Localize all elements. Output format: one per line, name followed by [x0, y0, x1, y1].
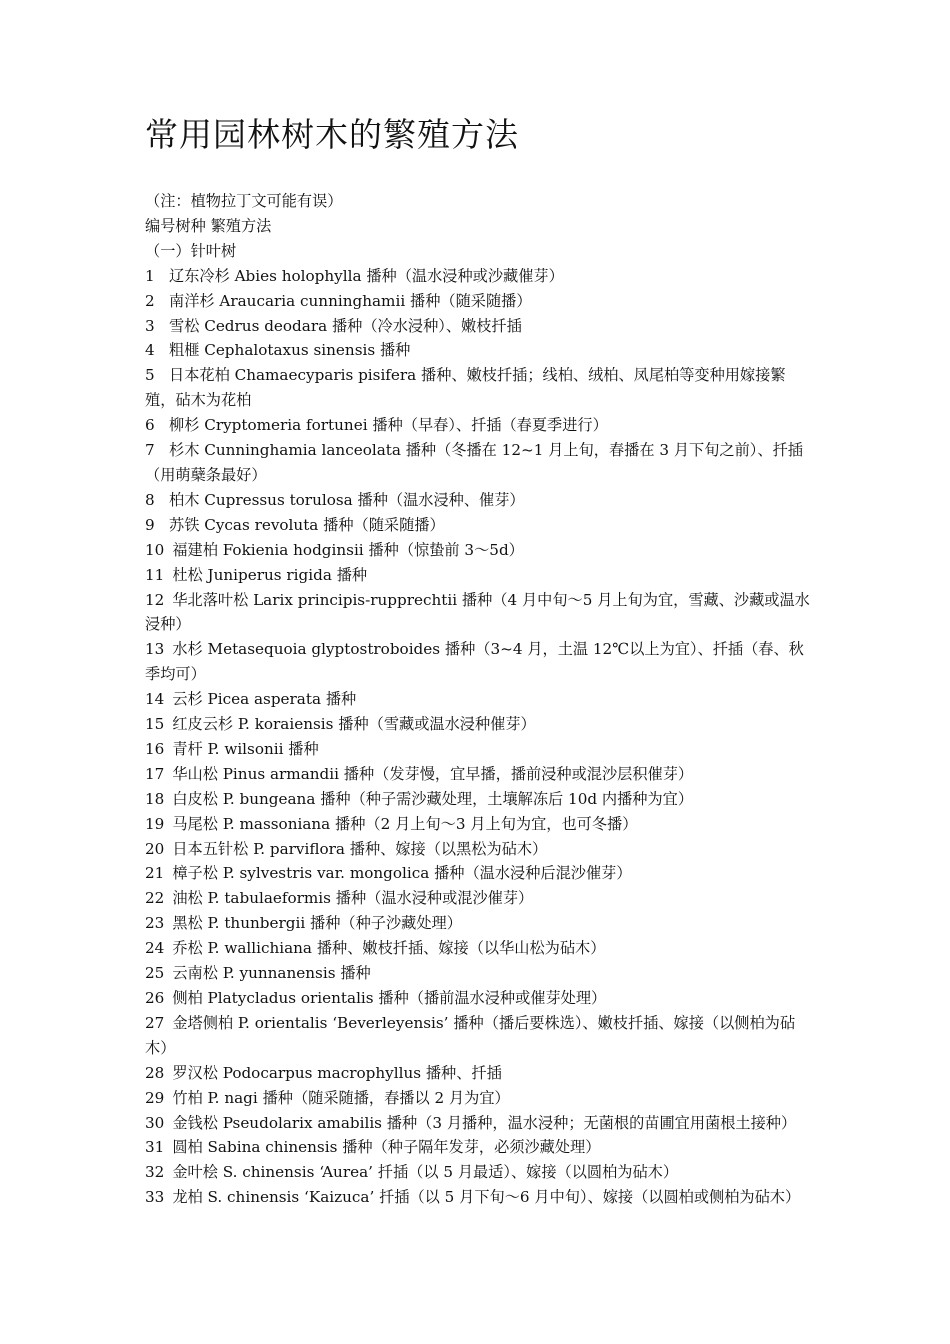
list-item: [145, 737, 813, 762]
entry-number: 21: [145, 864, 165, 883]
entry-text: 粗榧 Cephalotaxus sinensis 播种: [169, 341, 411, 360]
list-item: [145, 1061, 813, 1086]
list-item: [145, 812, 813, 837]
entry-text: 龙柏 S. chinensis ‘Kaizuca’ 扦插（以 5 月下旬～6 月中旬）、嫁接（以圆柏或侧柏为砧木）: [172, 1188, 801, 1207]
entry-number: 8: [145, 490, 155, 509]
entry-number: 9: [145, 515, 155, 534]
entry-number: 18: [145, 789, 165, 808]
entry-text: 南洋杉 Araucaria cunninghamii 播种（随采随播）: [169, 291, 532, 310]
list-item: [145, 363, 813, 413]
entry-number: 10: [145, 540, 165, 559]
list-item: [145, 563, 813, 588]
entry-text: 福建柏 Fokienia hodginsii 播种（惊蛰前 3～5d）: [172, 540, 524, 559]
entry-number: 24: [145, 939, 165, 958]
entry-text: 金塔侧柏 P. orientalis ‘Beverleyensis’ 播种（播后要株选）、嫩枝扦插、嫁接（以侧柏为砧木）: [145, 1013, 796, 1057]
entry-text: 云南松 P. yunnanensis 播种: [172, 964, 371, 983]
entry-text: 华山松 Pinus armandii 播种（发芽慢，宜早播，播前浸种或混沙层积催芽）: [172, 764, 694, 783]
page-title: 常用园林树木的繁殖方法: [145, 115, 519, 154]
entry-number: 3: [145, 316, 155, 335]
list-item: [145, 637, 813, 687]
entry-text: 樟子松 P. sylvestris var. mongolica 播种（温水浸种后混沙催芽）: [172, 864, 632, 883]
list-item: [145, 588, 813, 638]
entry-text: 罗汉松 Podocarpus macrophyllus 播种、扦插: [172, 1063, 502, 1082]
entry-number: 14: [145, 690, 165, 709]
list-item: [145, 264, 813, 289]
list-item: [145, 513, 813, 538]
column-header-line: 编号树种 繁殖方法: [145, 216, 272, 235]
entry-text: 黑松 P. thunbergii 播种（种子沙藏处理）: [172, 914, 462, 933]
list-item: [145, 1135, 813, 1160]
entry-text: 雪松 Cedrus deodara 播种（冷水浸种）、嫩枝扦插: [169, 316, 522, 335]
entry-number: 7: [145, 441, 155, 460]
list-item: [145, 1111, 813, 1136]
list-item: [145, 413, 813, 438]
entry-text: 油松 P. tabulaeformis 播种（温水浸种或混沙催芽）: [172, 889, 534, 908]
entry-number: 29: [145, 1088, 165, 1107]
list-item: [145, 538, 813, 563]
entry-number: 31: [145, 1138, 165, 1157]
entry-number: 22: [145, 889, 165, 908]
entry-text: 金钱松 Pseudolarix amabilis 播种（3 月播种，温水浸种；无菌根的苗圃宜用菌根土接种）: [172, 1113, 797, 1132]
entry-number: 26: [145, 989, 165, 1007]
entry-number: 15: [145, 715, 165, 734]
entry-text: 辽东冷杉 Abies holophylla 播种（温水浸种或沙藏催芽）: [169, 266, 564, 285]
entry-number: 1: [145, 266, 155, 285]
entry-number: 30: [145, 1113, 165, 1132]
list-item: [145, 787, 813, 812]
entry-text: 柳杉 Cryptomeria fortunei 播种（早春）、扦插（春夏季进行）: [169, 416, 608, 435]
entry-number: 25: [145, 964, 165, 983]
document-body: [145, 189, 813, 1210]
list-item: [145, 712, 813, 737]
list-item: [145, 986, 813, 1011]
entry-number: 4: [145, 341, 155, 360]
list-item: [145, 338, 813, 363]
entry-text: 竹柏 P. nagi 播种（随采随播，春播以 2 月为宜）: [172, 1088, 510, 1107]
note-line: （注：植物拉丁文可能有误）: [145, 192, 343, 210]
list-item: [145, 687, 813, 712]
entry-number: 27: [145, 1013, 165, 1032]
entry-text: 侧柏 Platycladus orientalis 播种（播前温水浸种或催芽处理）: [172, 989, 607, 1007]
entry-text: 柏木 Cupressus torulosa 播种（温水浸种、催芽）: [169, 490, 525, 509]
entry-text: 白皮松 P. bungeana 播种（种子需沙藏处理，土壤解冻后 10d 内播种为宜）: [172, 789, 694, 808]
entry-text: 华北落叶松 Larix principis-rupprechtii 播种（4 月中旬～5 月上旬为宜，雪藏、沙藏或温水浸种）: [145, 590, 810, 634]
list-item: [145, 488, 813, 513]
list-item: [145, 861, 813, 886]
entry-number: 19: [145, 814, 165, 833]
entry-text: 杜松 Juniperus rigida 播种: [172, 565, 368, 584]
entry-text: 日本花柏 Chamaecyparis pisifera 播种、嫩枝扦插；线柏、绒柏、凤尾柏等变种用嫁接繁殖，砧木为花柏: [145, 366, 786, 410]
entry-number: 13: [145, 640, 165, 659]
entry-text: 青杆 P. wilsonii 播种: [172, 739, 319, 758]
list-item: [145, 837, 813, 862]
entry-text: 乔松 P. wallichiana 播种、嫩枝扦插、嫁接（以华山松为砧木）: [172, 939, 606, 958]
entry-number: 28: [145, 1063, 165, 1082]
entry-number: 17: [145, 764, 165, 783]
entry-text: 红皮云杉 P. koraiensis 播种（雪藏或温水浸种催芽）: [172, 715, 536, 734]
entry-number: 2: [145, 291, 155, 310]
list-item: [145, 911, 813, 936]
list-item: [145, 1185, 813, 1210]
list-item: [145, 289, 813, 314]
list-item: [145, 1160, 813, 1185]
entry-number: 20: [145, 839, 165, 858]
entry-text: 金叶桧 S. chinensis ‘Aurea’ 扦插（以 5 月最适）、嫁接（以圆柏为砧木）: [172, 1163, 679, 1182]
entry-number: 6: [145, 416, 155, 435]
entry-text: 云杉 Picea asperata 播种: [172, 690, 357, 709]
list-item: [145, 1086, 813, 1111]
entry-text: 杉木 Cunninghamia lanceolata 播种（冬播在 12~1 月上旬，春播在 3 月下旬之前）、扦插（用萌蘖条最好）: [145, 441, 803, 484]
entry-number: 5: [145, 366, 155, 385]
entry-text: 苏铁 Cycas revoluta 播种（随采随播）: [169, 515, 445, 534]
entry-number: 23: [145, 914, 165, 933]
list-item: [145, 961, 813, 986]
list-item: [145, 314, 813, 339]
section-heading: （一）针叶树: [145, 241, 237, 260]
entry-text: 马尾松 P. massoniana 播种（2 月上旬～3 月上旬为宜，也可冬播）: [172, 814, 638, 833]
list-item: [145, 1011, 813, 1061]
entry-number: 11: [145, 565, 165, 584]
entry-text: 圆柏 Sabina chinensis 播种（种子隔年发芽，必须沙藏处理）: [172, 1138, 601, 1157]
entry-number: 32: [145, 1163, 165, 1182]
entry-number: 33: [145, 1188, 165, 1207]
entry-number: 12: [145, 590, 165, 609]
list-item: [145, 762, 813, 787]
list-item: [145, 886, 813, 911]
list-item: [145, 438, 813, 488]
entry-number: 16: [145, 739, 165, 758]
entry-text: 日本五针松 P. parviflora 播种、嫁接（以黑松为砧木）: [172, 839, 548, 858]
entry-text: 水杉 Metasequoia glyptostroboides 播种（3~4 月，土温 12℃以上为宜）、扦插（春、秋季均可）: [145, 640, 804, 684]
list-item: [145, 936, 813, 961]
entry-list: [145, 264, 813, 1210]
